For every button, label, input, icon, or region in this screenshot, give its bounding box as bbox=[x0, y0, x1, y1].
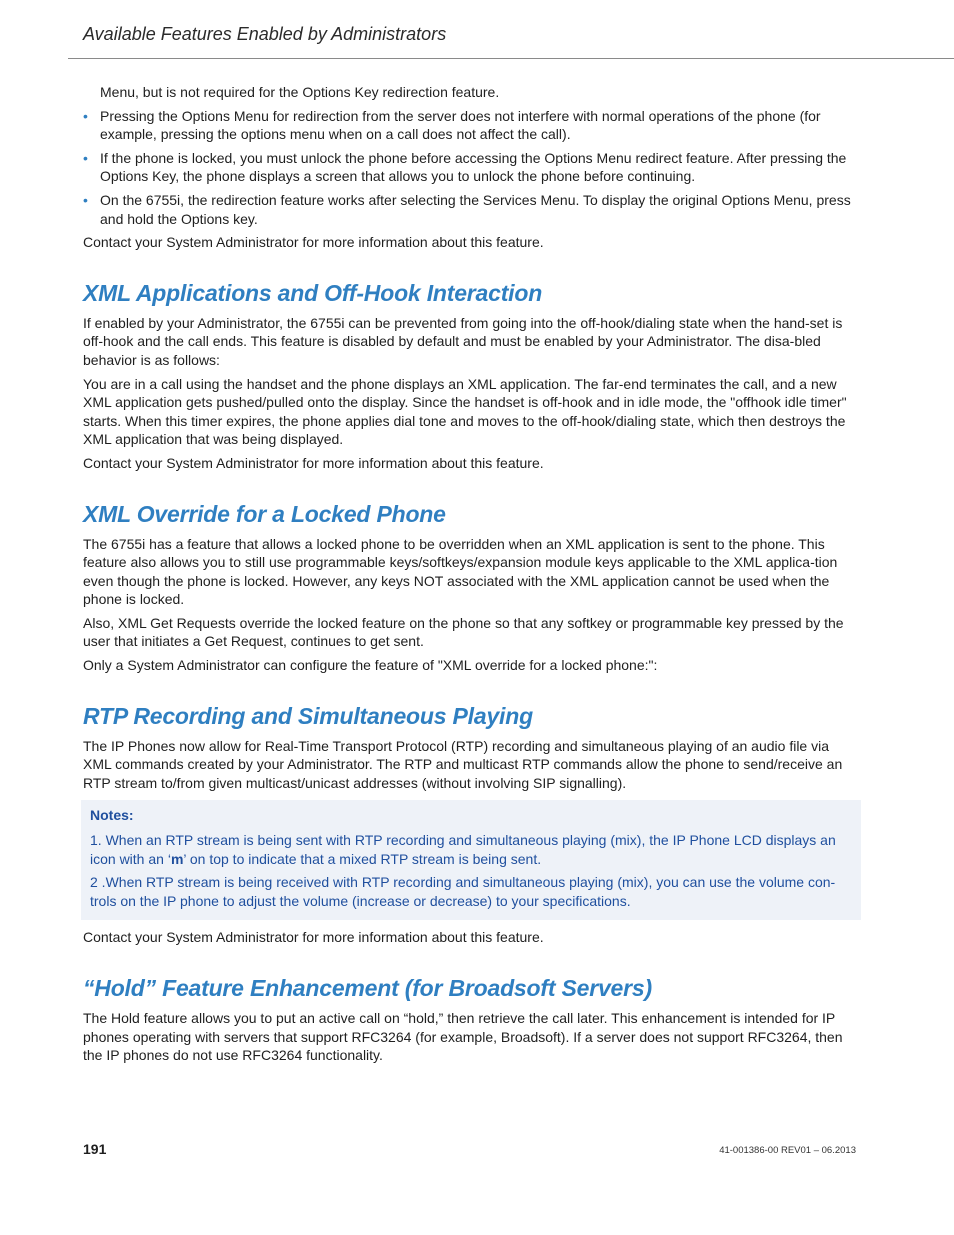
document-code: 41-001386-00 REV01 – 06.2013 bbox=[719, 1145, 856, 1156]
section-title-rtp-recording: RTP Recording and Simultaneous Playing bbox=[83, 702, 533, 729]
paragraph: Contact your System Administrator for more information about this feature. bbox=[83, 929, 544, 946]
paragraph: Also, XML Get Requests override the locked feature on the phone so that any softkey or programmable key pressed by the user that initiates a Get Request, continues to get sent. bbox=[83, 614, 844, 650]
paragraph: If enabled by your Administrator, the 6755i can be prevented from going into the off-hook/dialing state when the hand-set is off-hook and the call ends. This feature is disabled by default and must be enabled by your Administrator. The disa-bled behavior is as follows: bbox=[83, 314, 843, 368]
paragraph: The 6755i has a feature that allows a locked phone to be overridden when an XML application is sent to the phone. This feature also allows you to still use programmable keys/softkeys/expansion module keys applicable to the XML applica-tion even though the phone is locked. However, any keys NOT associated with the XML application cannot be used when the phone is locked. bbox=[83, 535, 838, 608]
header-divider bbox=[68, 58, 954, 59]
list-item: • Pressing the Options Menu for redirection from the server does not interfere with normal operations of the phone (for example, pressing the options menu when on a call does not affect the call). bbox=[83, 107, 859, 144]
intro-bullet-list bbox=[83, 107, 859, 229]
paragraph: The IP Phones now allow for Real-Time Transport Protocol (RTP) recording and simultaneous playing of an audio file via XML commands created by your Administrator. The RTP and multicast RTP commands allow the phone to send/receive an RTP stream to/from given multicast/unicast addresses (without involving SIP signalling). bbox=[83, 737, 843, 791]
notes-box bbox=[81, 800, 861, 920]
notes-title: Notes: bbox=[90, 807, 134, 824]
list-item: • If the phone is locked, you must unlock the phone before accessing the Options Menu redirect feature. After pressing the Options Key, the phone displays a screen that allows you to unlock the phone before continuing. bbox=[83, 149, 859, 186]
paragraph: Contact your System Administrator for more information about this feature. bbox=[83, 454, 544, 471]
section-title-xml-offhook: XML Applications and Off-Hook Interaction bbox=[83, 279, 543, 306]
page-content bbox=[83, 83, 859, 1070]
note-2: 2 .When RTP stream is being received with RTP recording and simultaneous playing (mix), you can use the volume con-trols on the IP phone to adjust the volume (increase or decrease) to your specifications. bbox=[90, 874, 836, 909]
section-title-hold-feature: “Hold” Feature Enhancement (for Broadsoft Servers) bbox=[83, 975, 652, 1001]
note-1 bbox=[90, 831, 851, 868]
note-1-bold: m bbox=[170, 850, 184, 867]
intro-contact: Contact your System Administrator for more information about this feature. bbox=[83, 234, 544, 251]
page-number: 191 bbox=[83, 1141, 107, 1157]
section-title-xml-override: XML Override for a Locked Phone bbox=[83, 500, 446, 527]
note-1-text: 1. When an RTP stream is being sent with RTP recording and simultaneous playing (mix), the IP Phone LCD displays an icon with an ‘ bbox=[90, 832, 836, 867]
running-header: Available Features Enabled by Administrators bbox=[83, 24, 447, 44]
list-item: • On the 6755i, the redirection feature works after selecting the Services Menu. To display the original Options Menu, press and hold the Options key. bbox=[83, 191, 859, 228]
paragraph: Only a System Administrator can configure the feature of "XML override for a locked phone:": bbox=[83, 657, 658, 674]
paragraph: You are in a call using the handset and the phone displays an XML application. The far-end terminates the call, and a new XML application gets pushed/pulled onto the display. Since the handset is off-hook and in idle mode, the "offhook idle timer" starts. When this timer expires, the phone applies dial tone and moves to the off-hook/dialing state, which then destroys the XML application that was being displayed. bbox=[83, 375, 847, 448]
intro-lead: Menu, but is not required for the Options Key redirection feature. bbox=[100, 84, 500, 100]
paragraph: The Hold feature allows you to put an active call on “hold,” then retrieve the call later. This enhancement is intended for IP phones operating with servers that support RFC3264 (for example, Broadsoft). If a server does not support RFC3264, then the IP phones do not use RFC3264 functionality. bbox=[83, 1010, 843, 1064]
note-1-text-end: ’ on top to indicate that a mixed RTP stream is being sent. bbox=[183, 850, 542, 867]
